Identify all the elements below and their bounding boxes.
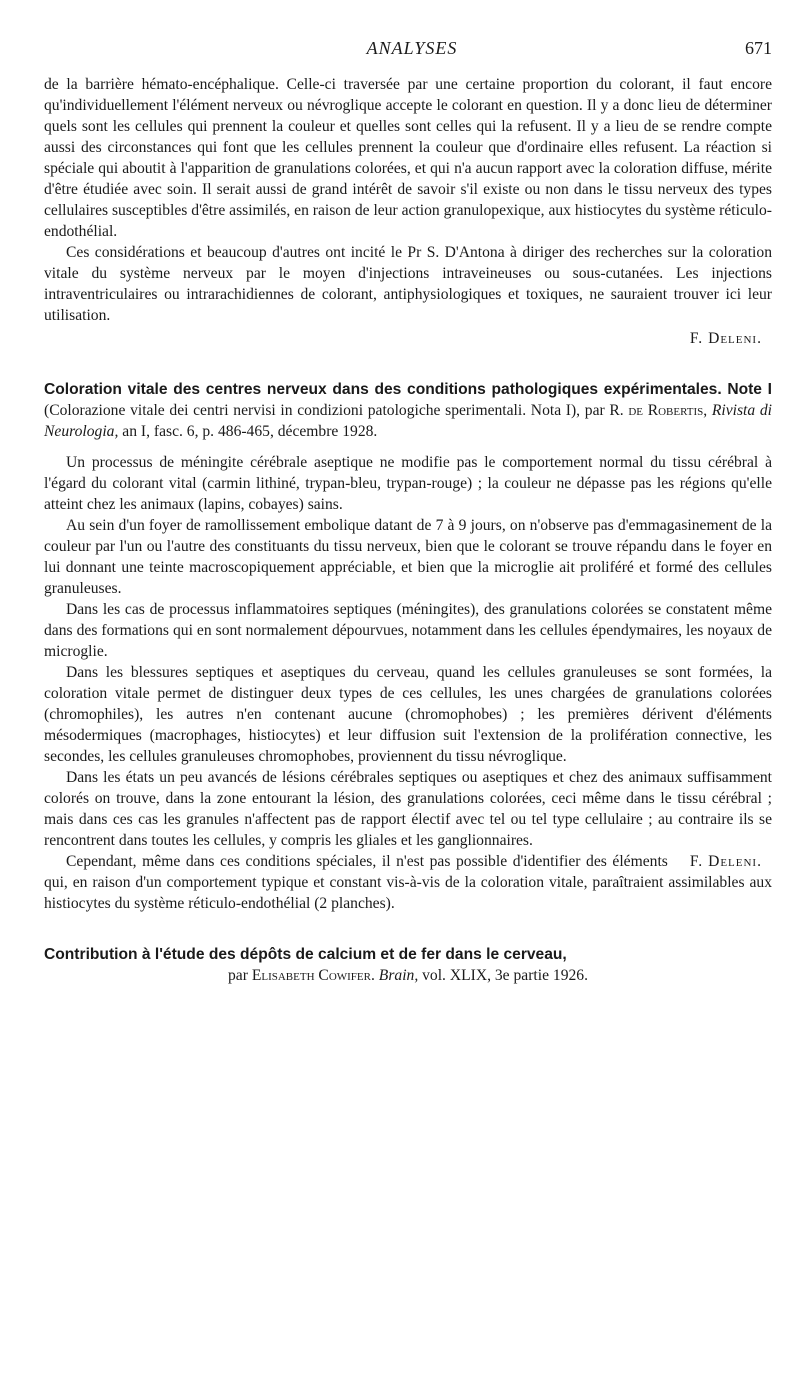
review-by: par bbox=[584, 402, 605, 419]
running-head bbox=[52, 30, 772, 60]
review-entry bbox=[44, 379, 772, 914]
review-reference: an I, fasc. 6, p. 486-465, décembre 1928. bbox=[122, 423, 378, 440]
review-title: Coloration vitale des centres nerveux dans des conditions pathologiques expérimentales. Note I bbox=[44, 381, 772, 398]
review-author: Elisabeth Cowifer. bbox=[251, 967, 375, 984]
review-journal: Brain, bbox=[378, 967, 419, 984]
review-author: R. de Robertis, bbox=[609, 402, 708, 419]
review-journal: Rivista di Neurologia, bbox=[44, 402, 772, 440]
signature: F. Deleni. bbox=[689, 330, 762, 347]
review-italian-title: (Colorazione vitale dei centri nervisi in condizioni patologiche sperimentali. Nota I), bbox=[44, 402, 581, 419]
review-by: par bbox=[228, 967, 248, 984]
review-paragraph: Au sein d'un foyer de ramollissement embolique datant de 7 à 9 jours, on n'observe pas d'emmagasinement de la couleur par l'un ou l'autre des constituants du tissu nerveux, bien que le colorant se trouve répandu dans le foyer en lui donnant une teinte macroscopiquement appréciable, et bien que la microglie ait proliféré et formé des cellules granuleuses. bbox=[44, 517, 772, 597]
page-number: 671 bbox=[745, 38, 772, 58]
review-paragraph: Dans les états un peu avancés de lésions cérébrales septiques ou aseptiques et chez des animaux suffisamment colorés on trouve, dans la zone entourant la lésion, des granulations colorées, ceci même dans le tissu cérébral ; mais dans ces cas les granules n'affectent pas de rapport électif avec tel ou tel type cellulaire ; au contraire ils se rencontrent dans toutes les cellules, y compris les gliales et les ganglionnaires. bbox=[44, 769, 772, 849]
review-paragraph: Dans les blessures septiques et aseptiques du cerveau, quand les cellules granuleuses se sont formées, la coloration vitale permet de distinguer deux types de ces cellules, les unes chargées de granulations colorées (chromophiles), les autres n'en contenant aucune (chromophobes) ; les premières dérivent d'éléments mésodermiques (macrophages, histiocytes) et leur diffusion suit l'extension de la prolifération connective, les secondes, les cellules granuleuses chromophobes, proviennent du tissu névroglique. bbox=[44, 664, 772, 765]
running-title: ANALYSES bbox=[366, 38, 458, 58]
article-body bbox=[44, 74, 772, 986]
signature: F. Deleni. bbox=[689, 853, 762, 870]
review-paragraph: Dans les cas de processus inflammatoires septiques (méningites), des granulations colorées se constatent même dans des formations qui en sont normalement dépourvues, notamment dans les cellules épendymaires, les noyaux de microglie. bbox=[44, 601, 772, 660]
continuation-paragraph: Ces considérations et beaucoup d'autres ont incité le Pr S. D'Antona à diriger des recherches sur la coloration vitale du système nerveux par le moyen d'injections intraveineuses ou sous-cutanées. Les injections intraventriculaires ou intrarachidiennes de colorant, antiphysiologiques et toxiques, ne sauraient trouver ici leur utilisation. bbox=[44, 244, 772, 324]
page bbox=[44, 30, 772, 986]
review-entry bbox=[44, 944, 772, 986]
continuation-paragraph: de la barrière hémato-encéphalique. Celle-ci traversée par une certaine proportion du colorant, il faut encore qu'individuellement l'élément nerveux ou névroglique accepte le colorant en question. Il y a donc lieu de déterminer quels sont les cellules qui prennent la couleur et quelles sont celles qui la refusent. Il y a lieu de se rendre compte aussi des circonstances qui font que les cellules prennent la couleur que d'ordinaire elles refusent. La réaction si spéciale qui aboutit à l'apparition de granulations colorées, et qui n'a aucun rapport avec la coloration diffuse, mérite d'être étudiée avec soin. Il serait aussi de grand intérêt de savoir s'il existe ou non dans le tissu nerveux des types cellulaires susceptibles d'être assimilés, en raison de leur action granulopexique, aux histiocytes du système réticulo-endothélial. bbox=[44, 76, 772, 240]
review-title: Contribution à l'étude des dépôts de calcium et de fer dans le cerveau, bbox=[44, 946, 567, 963]
review-paragraph-text: Cependant, même dans ces conditions spéciales, il n'est pas possible d'identifier des éléments qui, en raison d'un comportement typique et constant vis-à-vis de la coloration vitale, paraîtraient assimilables aux histiocytes du système réticulo-endothélial (2 planches). bbox=[44, 853, 772, 912]
review-paragraph: Un processus de méningite cérébrale aseptique ne modifie pas le comportement normal du tissu cérébral à l'égard du colorant vital (carmin lithiné, trypan-bleu, trypan-rouge) ; la couleur ne dépasse pas les régions qu'elle atteint chez les animaux (lapins, cobayes) sains. bbox=[44, 454, 772, 513]
review-source bbox=[44, 965, 772, 986]
review-citation bbox=[44, 944, 772, 965]
review-citation bbox=[44, 379, 772, 442]
review-reference: vol. XLIX, 3e partie 1926. bbox=[422, 967, 588, 984]
review-paragraph-last bbox=[44, 851, 772, 914]
